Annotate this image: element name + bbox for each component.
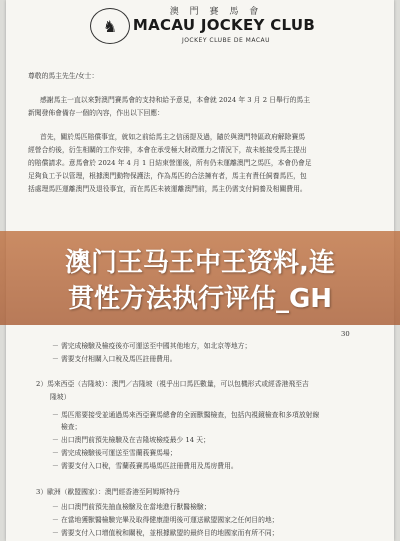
salutation: 尊敬的馬主先生/女士： — [28, 72, 99, 80]
list-item: － 需要支付相關入口稅及馬匹註冊費用。 — [52, 355, 177, 363]
paragraph-2-line-2: 經營合約後，衍生相關的工作安排，本會在承受極大財政壓力之情況下，故未能接受馬主提出 — [28, 146, 307, 154]
list-item: － 需完成檢驗後可運送至雪蘭莪賽馬場； — [52, 449, 177, 457]
paragraph-1-line-1: 感謝馬主一直以來對澳門賽馬會的支持和給予意見，本會就 2024 年 3 月 2 日舉行的馬主 — [40, 96, 311, 104]
list-item: 檢查； — [52, 423, 82, 431]
paragraph-1-line-2: 新聞發佈會備存一個的內容，作出以下回應： — [28, 109, 164, 117]
list-item: － 馬匹需要接受並通過馬來西亞賽馬總會的全面獸醫檢查，包括內視鏡檢查和多項放射線 — [52, 411, 320, 419]
club-name-portuguese: JOCKEY CLUBE DE MACAU — [181, 37, 271, 44]
paragraph-2-line-3: 的賠償請求。意馬會於 2024 年 4 月 1 日結束營運後，所有仍未運離澳門之馬匹，本會仍會足 — [28, 159, 312, 167]
list-item: － 出口澳門前預先抽血檢驗及在當地進行獸醫檢驗； — [52, 503, 211, 511]
section-2-heading-cont: 隆坡） — [50, 393, 71, 401]
section-3-heading: 3）歐洲（歐盟國家）：澳門經香港至阿姆斯特丹 — [36, 488, 180, 496]
list-item: － 在當地獲獸醫檢驗完畢及取得健康證明後可運送歐盟國家之任何目的地； — [52, 516, 279, 524]
list-item: － 需完成檢驗及檢疫後亦可運送至中國其他地方，如北京等地方； — [52, 342, 252, 350]
list-item: － 出口澳門前預先檢驗及在吉隆坡檢疫最少 14 天； — [52, 436, 210, 444]
jockey-club-logo-icon: ♞ — [90, 8, 130, 44]
overlay-title-line-1: 澳门王马王中王资料,连 — [65, 248, 335, 278]
paragraph-2-line-5: 括處理馬匹運離澳門及退役事宜，而在馬匹未被運離澳門前，馬主仍需支付飼養及相關費用。 — [28, 185, 307, 193]
list-item: － 需要支付入口稅，雪蘭莪賽馬場馬匹註冊費用及馬房費用。 — [52, 462, 238, 470]
fragment-number: 30 — [341, 330, 350, 338]
club-name-english: MACAU JOCKEY CLUB — [132, 16, 316, 34]
overlay-title-line-2: 贯性方法执行评估_GH — [67, 284, 333, 314]
section-2-heading: 2）馬來西亞（吉隆坡）：澳門／吉隆坡（視乎出口馬匹數量，可以包機形式或經香港飛至吉 — [36, 380, 309, 388]
club-name-chinese: 澳 門 賽 馬 會 — [169, 7, 263, 17]
list-item: － 需要支付入口增值稅和關稅，並根據歐盟的最終目的地國家而有所不同； — [52, 529, 279, 537]
paragraph-2-line-4: 足夠負工予以管理，根據澳門動物保護法，作為馬匹的合法擁有者，馬主有責任飼養馬匹，包 — [28, 172, 307, 180]
paragraph-2-line-1: 首先，關於馬匹賠償事宜，就如之前給馬主之信函提及過，隨於與澳門特區政府解除賽馬 — [40, 133, 306, 141]
